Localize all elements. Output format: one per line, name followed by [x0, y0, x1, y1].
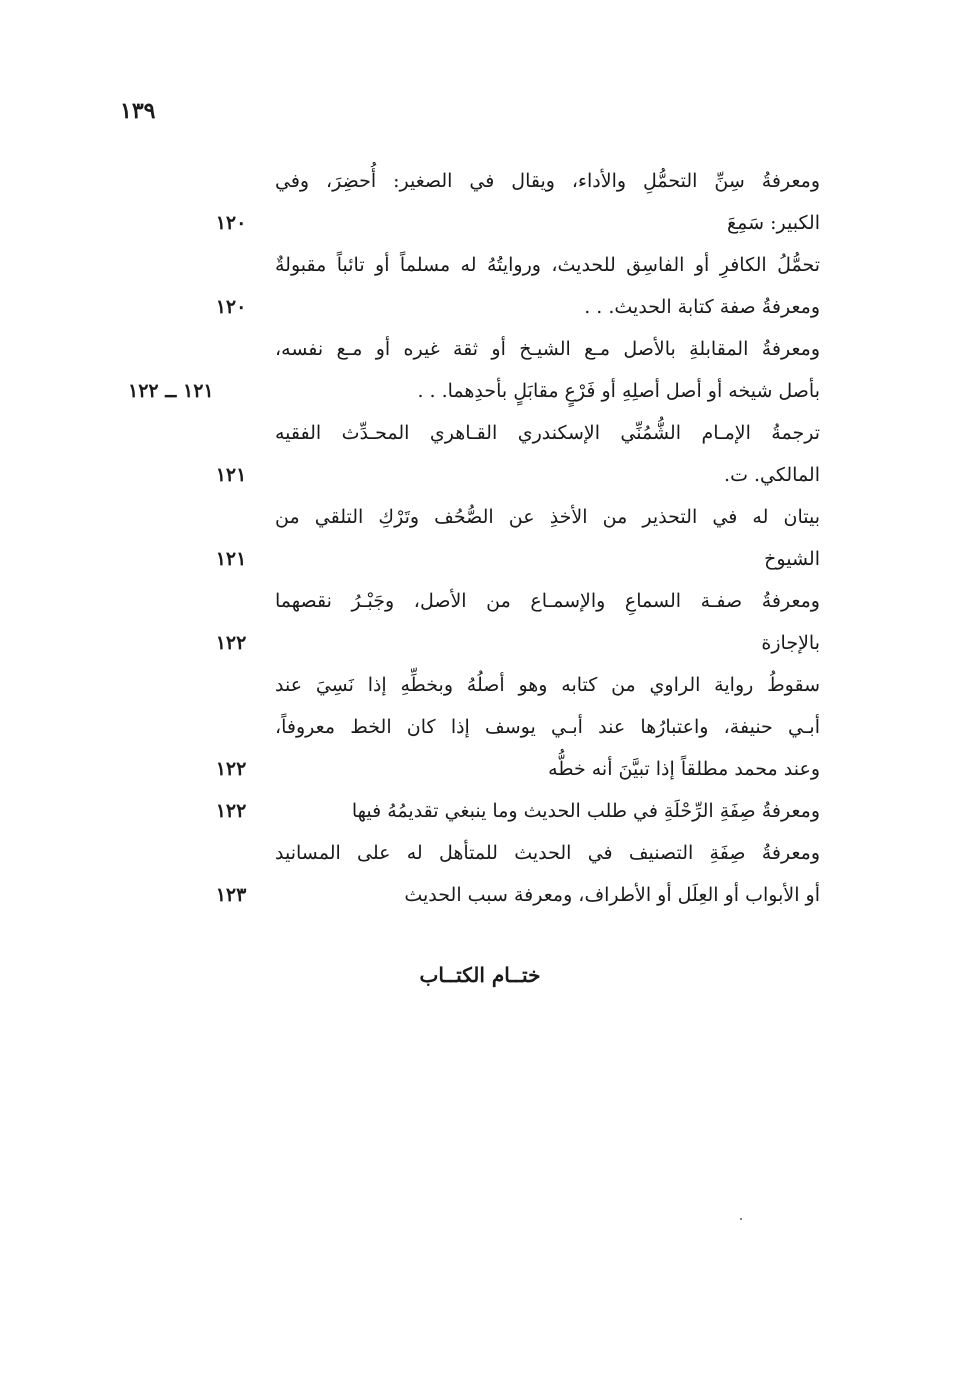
entry-text: أبـي حنيفة، واعتبارُها عند أبـي يوسف إذا كان الخط معروفاً،: [275, 716, 820, 738]
entry-page: ١٢٢: [215, 800, 247, 822]
index-line: [0, 790, 960, 832]
entry-text: تحمُّلُ الكافرِ أو الفاسِق للحديث، وروايتُهُ له مسلماً أو تائباً مقبولةٌ: [275, 254, 820, 276]
entry-text: ومعرفةُ سِنِّ التحمُّلِ والأداء، ويقال في الصغير: أُحضِرَ، وفي: [275, 170, 820, 192]
index-line: [0, 580, 960, 622]
entry-text: أو الأبواب أو العِلَل أو الأطراف، ومعرفة سبب الحديث: [404, 884, 820, 906]
entry-text: بأصل شيخه أو أصل أصلِهِ أو فَرْعٍ مقابَلٍ بأحدِهما. . .: [417, 380, 820, 402]
entry-page: ١٢٣: [215, 884, 247, 906]
index-line: [0, 622, 960, 664]
entry-text: الشيوخ: [764, 548, 820, 570]
index-line: [0, 748, 960, 790]
entry-text: وعند محمد مطلقاً إذا تبيَّنَ أنه خطُّه: [548, 758, 820, 780]
index-line: [0, 412, 960, 454]
entry-page-range: ١٢١ ــ ١٢٢: [128, 380, 214, 402]
index-line: [0, 538, 960, 580]
index-line: [0, 832, 960, 874]
page-number: ١٣٩: [120, 98, 156, 124]
book-ending-title: ختــام الكتــاب: [419, 963, 541, 987]
index-line: [0, 328, 960, 370]
entry-page: ١٢٢: [215, 632, 247, 654]
index-line: [0, 202, 960, 244]
entry-text: ومعرفةُ صفـة السماعِ والإسمـاع من الأصل، وجَبْـرُ نقصهما: [275, 590, 820, 612]
speck-mark: [740, 1218, 742, 1220]
index-entries: [0, 160, 960, 916]
entry-text: بيتان له في التحذير من الأخذِ عن الصُّحُف وتَرْكِ التلقي من: [275, 506, 820, 528]
entry-page: ١٢١: [215, 464, 247, 486]
index-line: [0, 706, 960, 748]
index-line: [0, 244, 960, 286]
entry-page: ١٢٠: [215, 296, 247, 318]
entry-text: ومعرفةُ المقابلةِ بالأصل مـع الشيـخ أو ثقة غيره أو مـع نفسه،: [275, 338, 820, 360]
entry-text: ترجمةُ الإمـام الشُّمُنِّي الإسكندري القـاهري المحـدِّث الفقيه: [275, 422, 820, 444]
entry-page: ١٢١: [215, 548, 247, 570]
index-line: [0, 496, 960, 538]
entry-page: ١٢٠: [215, 212, 247, 234]
index-line: [0, 664, 960, 706]
entry-text: الكبير: سَمِعَ: [727, 212, 820, 234]
entry-text: سقوطُ رواية الراوي من كتابه وهو أصلُهُ وبخطِّهِ إذا نَسِيَ عند: [275, 674, 820, 696]
entry-text: ومعرفةُ صِفَةِ التصنيف في الحديث للمتأهل له على المسانيد: [275, 842, 820, 864]
entry-text: بالإجازة: [761, 632, 820, 654]
index-line: [0, 370, 960, 412]
entry-text: ومعرفةُ صفة كتابة الحديث. . .: [584, 296, 820, 318]
entry-text: ومعرفةُ صِفَةِ الرِّحْلَةِ في طلب الحديث وما ينبغي تقديمُهُ فيها: [351, 800, 820, 822]
entry-page: ١٢٢: [215, 758, 247, 780]
index-line: [0, 454, 960, 496]
index-line: [0, 874, 960, 916]
index-line: [0, 160, 960, 202]
index-line: [0, 286, 960, 328]
entry-text: المالكي. ت.: [724, 464, 820, 486]
